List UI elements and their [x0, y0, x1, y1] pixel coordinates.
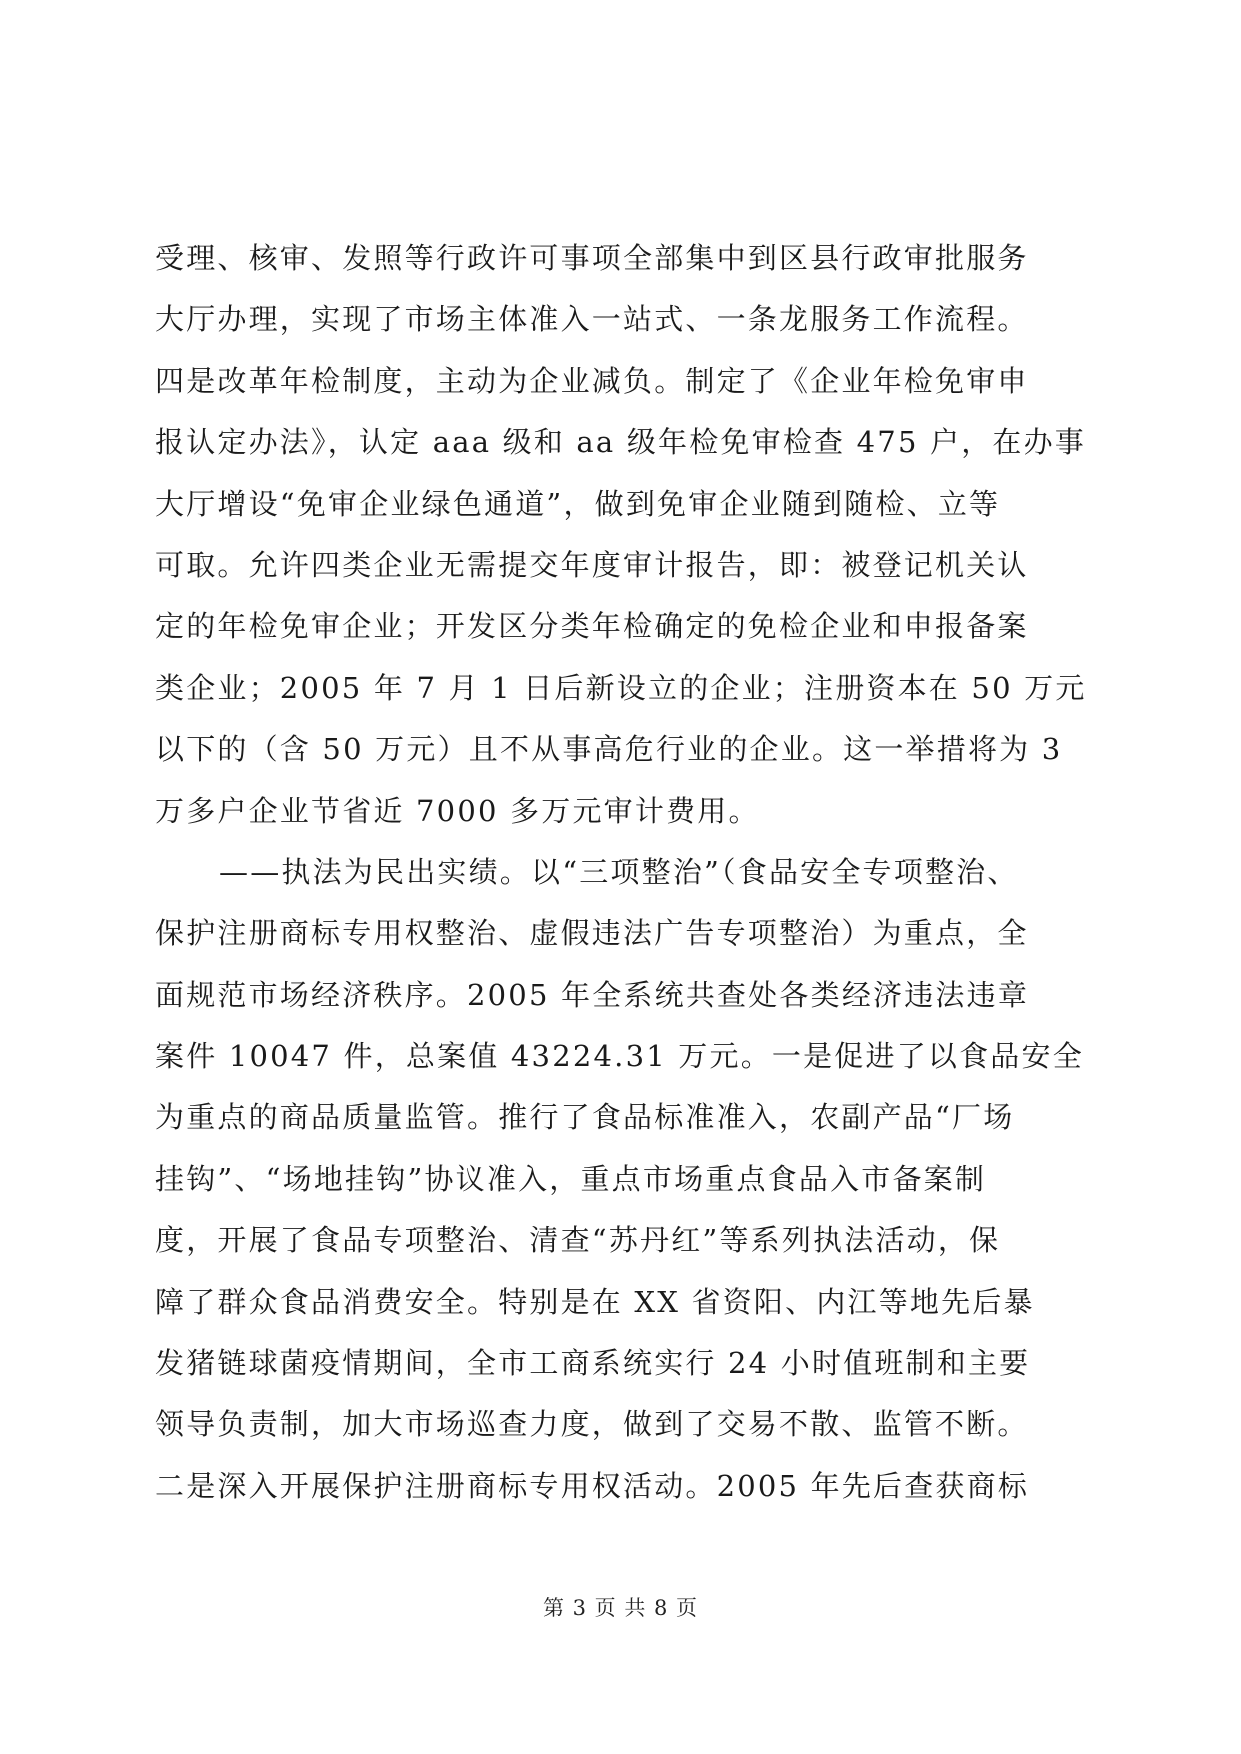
page-footer: 第 3 页 共 8 页 [542, 1596, 699, 1620]
text-line: 以下的（含 50 万元）且不从事高危行业的企业。这一举措将为 3 [155, 732, 1063, 767]
text-line: 领导负责制，加大市场巡查力度，做到了交易不散、监管不断。 [155, 1407, 1029, 1442]
text-line: 障了群众食品消费安全。特别是在 XX 省资阳、内江等地先后暴 [155, 1284, 1035, 1319]
body-text [155, 228, 1090, 1517]
text-line: 发猪链球菌疫情期间，全市工商系统实行 24 小时值班制和主要 [155, 1346, 1031, 1381]
text-line: 挂钩”、“场地挂钩”协议准入，重点市场重点食品入市备案制 [155, 1161, 987, 1196]
text-line: 报认定办法》，认定 aaa 级和 aa 级年检免审检查 475 户，在办事 [155, 425, 1087, 460]
text-line: 类企业；2005 年 7 月 1 日后新设立的企业；注册资本在 50 万元 [155, 670, 1087, 705]
text-line: 受理、核审、发照等行政许可事项全部集中到区县行政审批服务 [155, 241, 1029, 275]
paragraph-start-line: ——执法为民出实绩。以“三项整治”（食品安全专项整治、 [219, 854, 1019, 889]
text-line: 四是改革年检制度，主动为企业减负。制定了《企业年检免审申 [155, 363, 1029, 398]
text-line: 面规范市场经济秩序。2005 年全系统共查处各类经济违法违章 [155, 977, 1030, 1012]
text-line: 定的年检免审企业；开发区分类年检确定的免检企业和申报备案 [155, 609, 1029, 644]
text-line: 度，开展了食品专项整治、清查“苏丹红”等系列执法活动，保 [155, 1223, 1001, 1258]
text-line: 为重点的商品质量监管。推行了食品标准准入，农副产品“厂场 [155, 1100, 1015, 1135]
text-line: 可取。允许四类企业无需提交年度审计报告，即：被登记机关认 [155, 547, 1029, 582]
text-line: 万多户企业节省近 7000 多万元审计费用。 [155, 793, 760, 828]
text-line: 二是深入开展保护注册商标专用权活动。2005 年先后查获商标 [155, 1468, 1030, 1503]
text-line: 大厅办理，实现了市场主体准入一站式、一条龙服务工作流程。 [155, 302, 1029, 337]
text-line: 案件 10047 件，总案值 43224.31 万元。一是促进了以食品安全 [155, 1039, 1084, 1074]
text-line: 大厅增设“免审企业绿色通道”，做到免审企业随到随检、立等 [155, 486, 1001, 521]
text-line: 保护注册商标专用权整治、虚假违法广告专项整治）为重点，全 [155, 916, 1029, 951]
